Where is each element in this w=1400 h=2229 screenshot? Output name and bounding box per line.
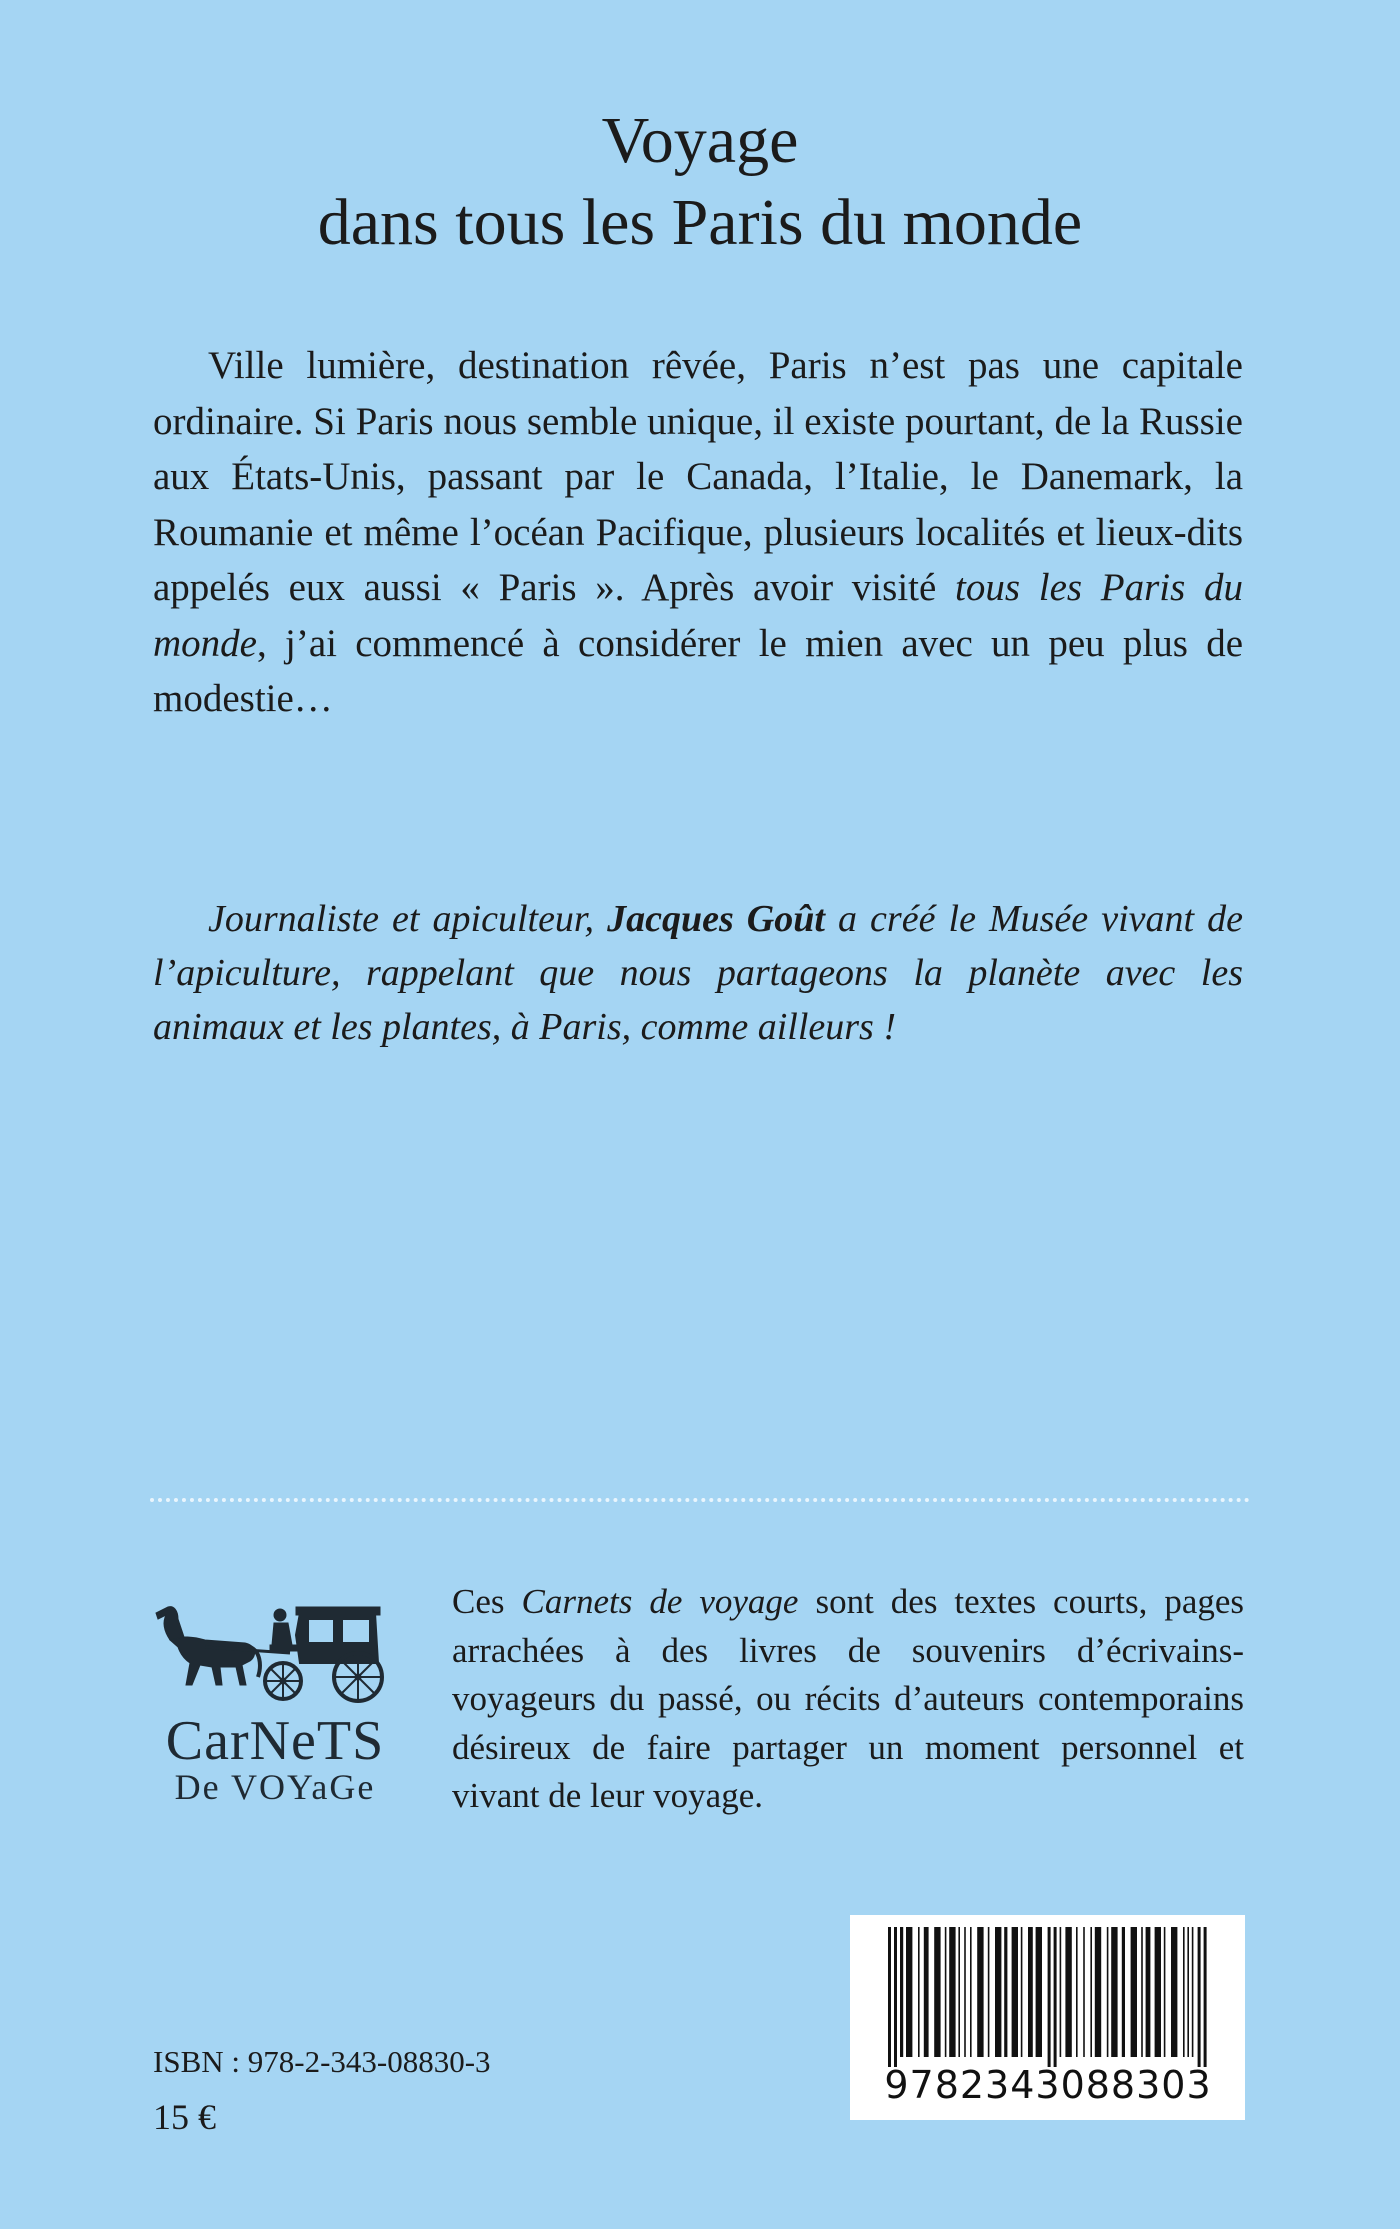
author-bio-text-2: a créé le Musée vivant de l’apiculture, rappelant que nous partageons la planète avec les animaux et les plantes, à Paris, comme ailleurs ! (153, 898, 1244, 1048)
blurb-text-1: Ville lumière, destination rêvée, Paris n’est pas une capitale ordinaire. Si Paris nous semble unique, il existe pourtant, de la Russie aux États-Unis, passant par le Canada, l’Italie, le Danemark, la Roumanie et même l’océan Pacifique, plusieurs localités et lieux-dits appelés eux aussi « Paris ». Après avoir visité (153, 344, 1243, 609)
title-line-1: Voyage (601, 104, 799, 177)
author-bio (153, 892, 1243, 1054)
book-blurb (153, 338, 1243, 727)
dotted-divider (150, 1498, 1250, 1502)
blurb-italic-title: tous les Paris du monde (153, 566, 1243, 665)
horse-carriage-icon (150, 1585, 400, 1715)
price: 15 € (153, 2097, 216, 2137)
series-description (452, 1578, 1244, 1821)
barcode-digits: 9782343088303 (884, 2063, 1212, 2107)
isbn-barcode (850, 1915, 1245, 2120)
author-bio-text-1: Journaliste et apiculteur, (208, 898, 608, 940)
isbn-text: ISBN : 978-2-343-08830-3 (153, 2044, 491, 2079)
title-line-2: dans tous les Paris du monde (317, 186, 1083, 259)
series-text-1: Ces (452, 1582, 522, 1621)
book-title (0, 100, 1400, 264)
author-name: Jacques Goût (607, 898, 825, 940)
logo-word-carnets: CarNeTS (165, 1710, 385, 1772)
carnets-de-voyage-logo (150, 1585, 400, 1815)
series-text-2: sont des textes courts, pages arrachées à des livres de souvenirs d’écrivains-voyageurs du passé, ou récits d’auteurs contemporains désireux de faire partager un moment personnel et vivant de leur voyage. (452, 1582, 1245, 1815)
series-italic-name: Carnets de voyage (521, 1582, 799, 1621)
blurb-text-2: , j’ai commencé à considérer le mien avec un peu plus de modestie… (153, 621, 1243, 720)
logo-word-de-voyage: De VOYaGe (174, 1767, 376, 1807)
